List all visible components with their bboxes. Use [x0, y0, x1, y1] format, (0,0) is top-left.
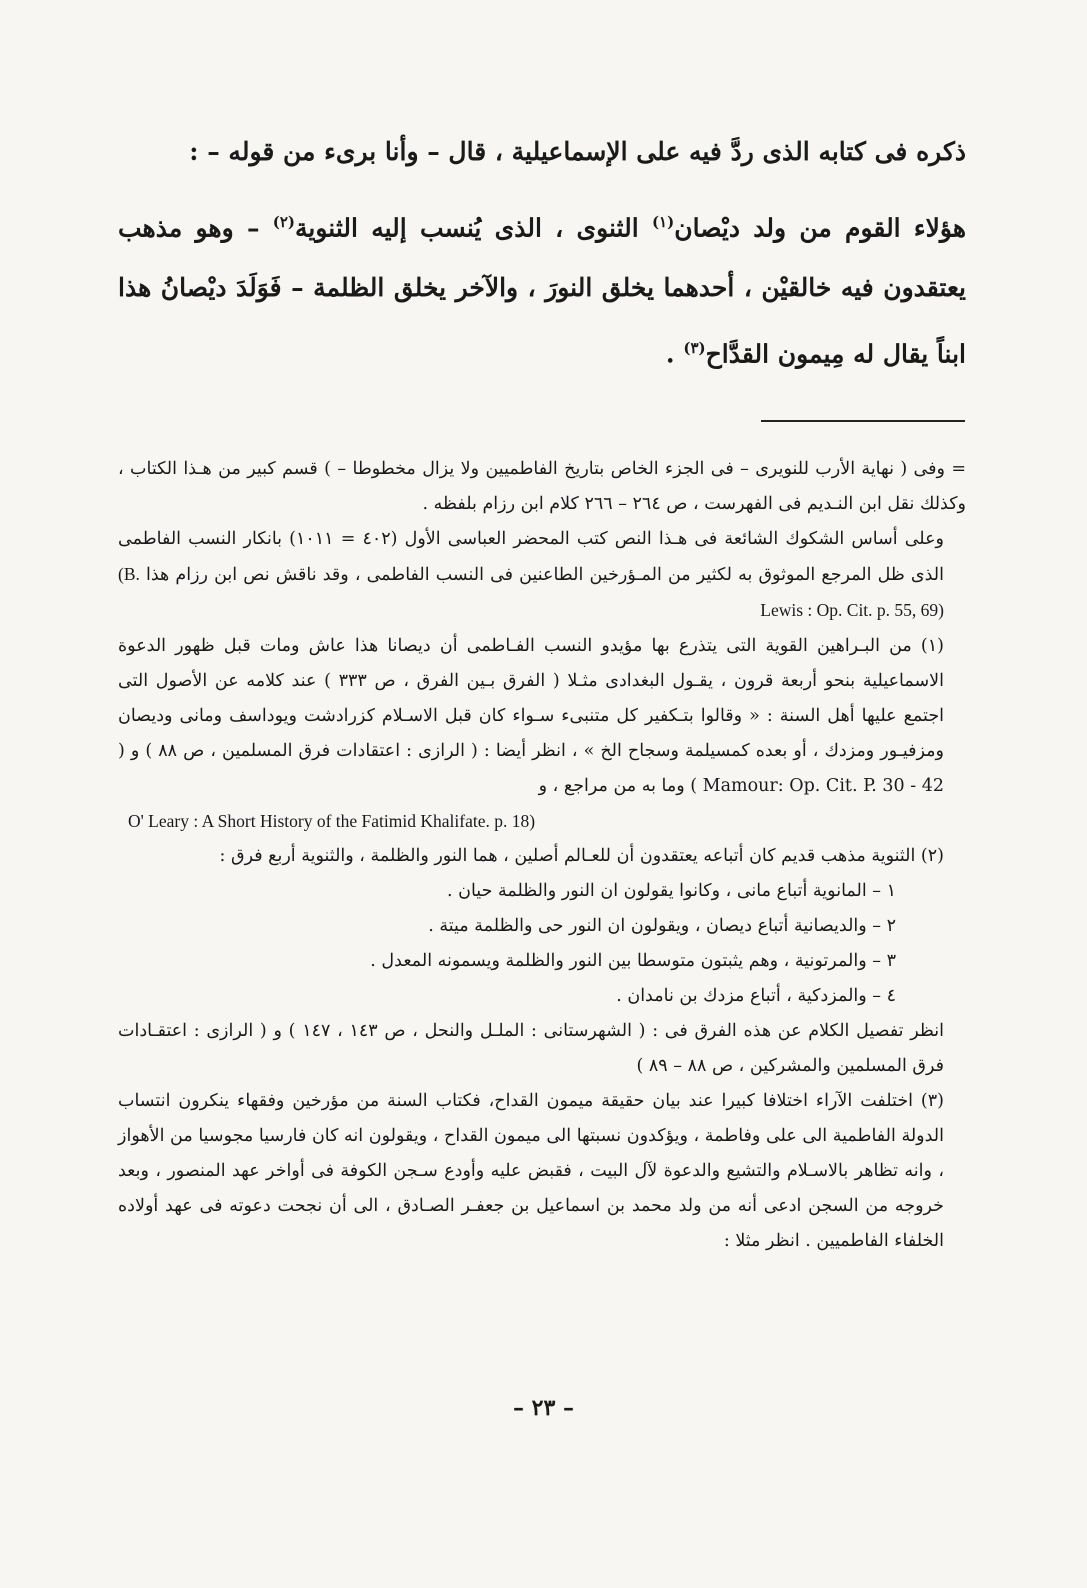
opening-line: ذكره فى كتابه الذى ردَّ فيه على الإسماعيلية ، قال – وأنا برىء من قوله – : — [189, 137, 966, 166]
footnote-continued-1: = وفى ( نهاية الأرب للنويرى – فى الجزء الخاص بتاريخ الفاطميين ولا يزال مخطوطا – ) قسم كبير من هـذا الكتاب ، وكذلك نقل ابن النـديم فى الفهرست ، ص ٢٦٤ – ٢٦٦ كلام ابن رزام بلفظه . — [118, 459, 966, 514]
footnote-ref-2: (٢) — [272, 213, 296, 231]
footnotes — [118, 452, 966, 1259]
para-mid-1: الثنوى ، الذى يُنسب إليه الثنوية — [295, 213, 652, 243]
para-mid-2: – وهو مذهب يعتقدون فيه خالقيْن ، أحدهما يخلق النورَ ، والآخر يخلق الظلمة – فَوَلَدَ ديْصانُ هذا ابناً يقال له مِيمون القدَّاح — [118, 213, 966, 369]
para-end: . — [665, 339, 684, 369]
footnote-2-end: انظر تفصيل الكلام عن هذه الفرق فى : ( الشهرستانى : الملـل والنحل ، ص ١٤٣ ، ١٤٧ ) و ( الرازى : اعتقـادات فرق المسلمين والمشركين ، ص ٨٨ – ٨٩ ) — [118, 1021, 945, 1076]
para-start: هؤلاء القوم من ولد ديْصان — [674, 213, 967, 243]
footnote-3: (٣) اختلفت الآراء اختلافا كبيرا عند بيان حقيقة ميمون القداح، فكتاب السنة من مؤرخين وفقهاء ينكرون انتساب الدولة الفاطمية الى على وفاطمة ، ويؤكدون نسبتها الى ميمون القداح ، ويقولون انه كان فارسيا مجوسيا من الأهواز ، وانه تظاهر بالاسـلام والتشيع والدعوة لآل البيت ، فقبض عليه وأودع سـجن الكوفة فى أواخر عهد المنصور ، وبعد خروجه من السجن ادعى أنه من ولد محمد بن اسماعيل بن جعفـر الصـادق ، الى أن نجحت دعوته فى عهد أولاده الخلفاء الفاطميين . انظر مثلا : — [118, 1091, 944, 1251]
footnote-2-item-4: ٤ – والمزدكية ، أتباع مزدك بن نامدان . — [616, 986, 896, 1006]
footnote-ref-1: (١) — [651, 213, 675, 231]
footnote-1-latin-line: O' Leary : A Short History of the Fatimid Khalifate. p. 18) — [128, 811, 536, 831]
footnote-1: (١) من البـراهين القوية التى يتذرع بها مؤيدو النسب الفـاطمى أن ديصانا هذا عاش ومات قبل ظهور الدعوة الاسماعيلية بنحو أربعة قرون ، يقـول البغدادى مثـلا ( الفرق بـين الفرق ، ص ٣٣٣ ) عند كلامه عن الأصول التى اجتمع عليها أهل السنة : « وقالوا بتـكفير كل متنبىء سـواء كان قبل الاسـلام كزرادشت ويوداسف ومانى وديصان ومزفيـور ومزدك ، أو بعده كمسيلمة وسجاح الخ » ، انظر أيضا : ( الرازى : اعتقادات فرق المسلمين ، ص ٨٨ ) و ( Mamour: Op. Cit. P. 30 - 42 ) وما به من مراجع ، و — [118, 636, 944, 796]
footnote-2-item-1: ١ – المانوية أتباع مانى ، وكانوا يقولون ان النور والظلمة حيان . — [446, 881, 896, 901]
footnote-continued-2 — [118, 522, 966, 629]
footnote-2-item-2: ٢ – والديصانية أتباع ديصان ، ويقولون ان النور حى والظلمة ميتة . — [428, 916, 896, 936]
footnote-continued-2-text: وعلى أساس الشكوك الشائعة فى هـذا النص كتب المحضر العباسى الأول (٤٠٢ = ١٠١١) بانكار النسب الفاطمى الذى ظل المرجع الموثوق به لكثير من المـؤرخين الطاعنين فى النسب الفاطمى ، وقد ناقش نص ابن رزام هذا — [118, 529, 944, 585]
footnote-separator — [761, 420, 965, 422]
footnote-continued-ref: (B. Lewis : Op. Cit. p. 55, 69) — [118, 564, 944, 620]
main-text — [118, 130, 966, 385]
footnote-2: (٢) الثنوية مذهب قديم كان أتباعه يعتقدون أن للعـالم أصلين ، هما النور والظلمة ، والثنوية أربع فرق : — [219, 846, 944, 866]
page-number: – ٢٣ – — [513, 1395, 574, 1421]
main-paragraph — [118, 192, 966, 385]
footnote-2-item-3: ٣ – والمرتونية ، وهم يثبتون متوسطا بين النور والظلمة ويسمونه المعدل . — [370, 951, 896, 971]
footnote-ref-3: (٣) — [683, 339, 706, 358]
